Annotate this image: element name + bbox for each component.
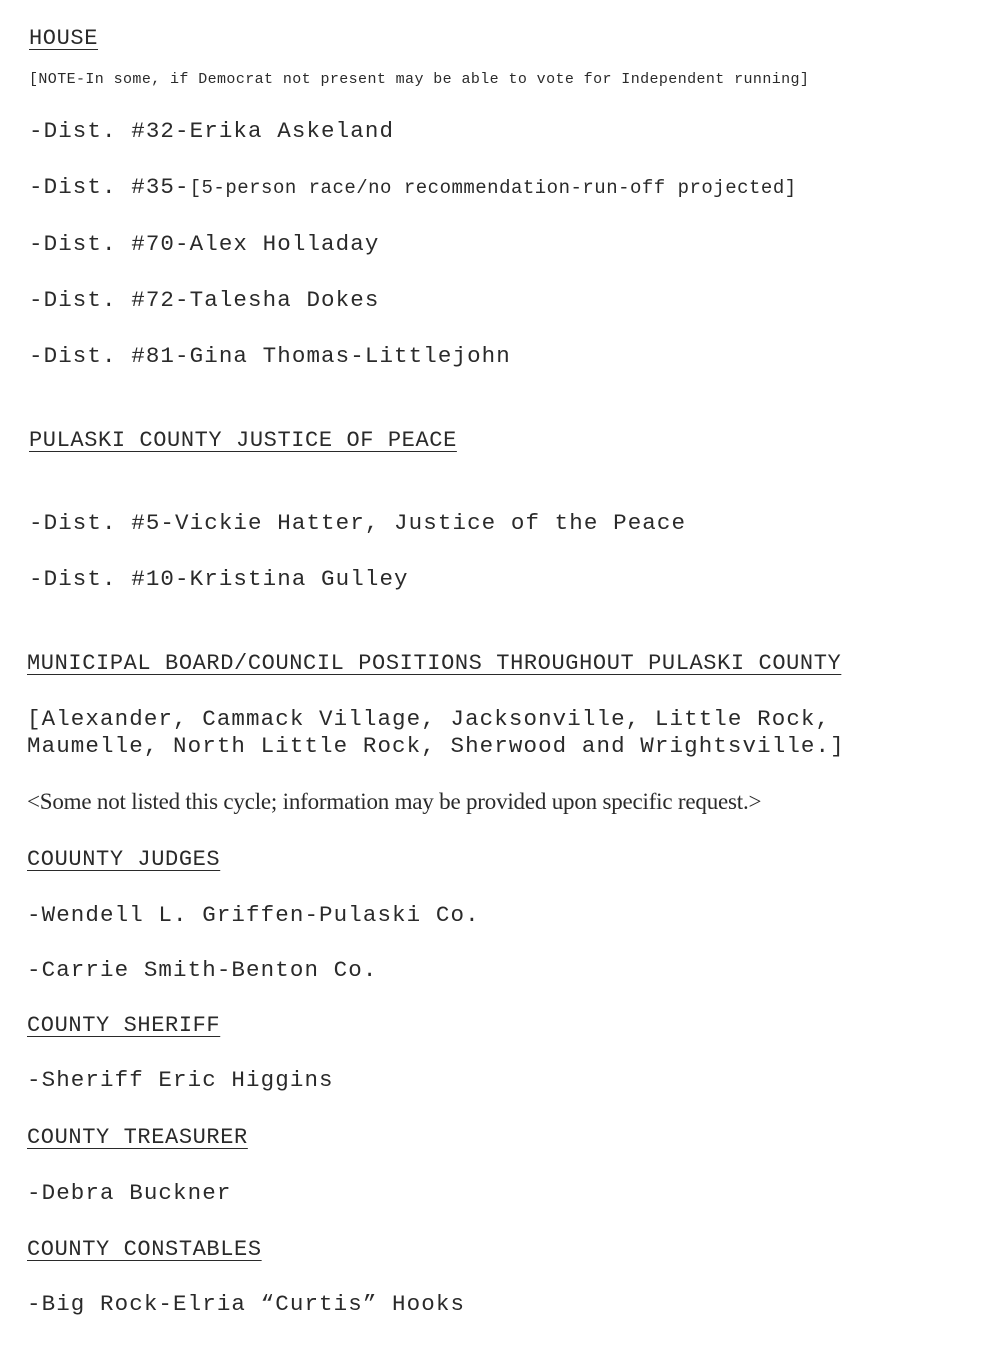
house-item-dist35 xyxy=(29,174,797,200)
municipal-cities-line1: [Alexander, Cammack Village, Jacksonville, Little Rock, xyxy=(27,706,831,732)
county-treasurer-heading: COUNTY TREASURER xyxy=(27,1125,248,1150)
county-constables-heading: COUNTY CONSTABLES xyxy=(27,1237,262,1262)
house-heading: HOUSE xyxy=(29,26,99,51)
county-treasurer-item: -Debra Buckner xyxy=(27,1180,232,1206)
county-judge-item: -Carrie Smith-Benton Co. xyxy=(27,957,378,983)
county-judge-item: -Wendell L. Griffen-Pulaski Co. xyxy=(27,902,480,928)
municipal-heading: MUNICIPAL BOARD/COUNCIL POSITIONS THROUGHOUT PULASKI COUNTY xyxy=(27,651,842,676)
county-sheriff-heading: COUNTY SHERIFF xyxy=(27,1013,221,1038)
justice-of-peace-heading: PULASKI COUNTY JUSTICE OF PEACE xyxy=(29,428,457,453)
house-item-dist72: -Dist. #72-Talesha Dokes xyxy=(29,287,380,313)
house-item-dist70: -Dist. #70-Alex Holladay xyxy=(29,231,380,257)
house-note: [NOTE-In some, if Democrat not present may be able to vote for Independent running] xyxy=(29,71,810,88)
house-item-dist81: -Dist. #81-Gina Thomas-Littlejohn xyxy=(29,343,511,369)
jp-item-dist10: -Dist. #10-Kristina Gulley xyxy=(29,566,409,592)
dist35-label: -Dist. #35- xyxy=(29,174,190,200)
county-constable-item: -Big Rock-Elria “Curtis” Hooks xyxy=(27,1291,466,1317)
dist35-note: [5-person race/no recommendation-run-off projected] xyxy=(189,177,797,199)
municipal-notice: <Some not listed this cycle; information may be provided upon specific request.> xyxy=(27,789,762,814)
county-judges-heading: COUUNTY JUDGES xyxy=(27,847,221,872)
jp-item-dist5: -Dist. #5-Vickie Hatter, Justice of the Peace xyxy=(29,510,687,536)
county-sheriff-item: -Sheriff Eric Higgins xyxy=(27,1067,334,1093)
municipal-cities-line2: Maumelle, North Little Rock, Sherwood and Wrightsville.] xyxy=(27,733,845,759)
house-item-dist32: -Dist. #32-Erika Askeland xyxy=(29,118,395,144)
